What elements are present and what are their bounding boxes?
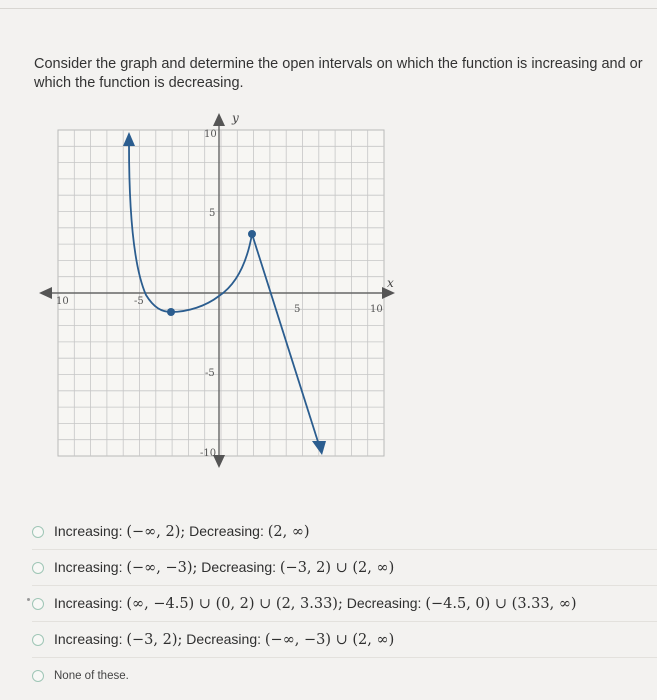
radio-option-2[interactable]: [32, 562, 44, 574]
option-2-dec-value: (−3, 2) ∪ (2, ∞): [279, 560, 395, 576]
function-graph: [38, 110, 398, 470]
y-tick-neg-5: -5: [205, 368, 215, 379]
y-axis-label: y: [232, 111, 239, 125]
option-4-dec-label: Decreasing:: [186, 631, 261, 647]
y-tick-5: 5: [209, 208, 216, 219]
x-axis-left-arrow-icon: [39, 287, 52, 299]
x-tick-5: 5: [294, 304, 301, 315]
option-3-inc-value: (∞, −4.5) ∪ (0, 2) ∪ (2, 3.33);: [126, 596, 343, 612]
x-axis-label: x: [387, 276, 394, 290]
option-3-dec-value: (−4.5, 0) ∪ (3.33, ∞): [425, 596, 577, 612]
option-1-inc-label: Increasing:: [54, 523, 123, 539]
top-divider: [0, 8, 657, 9]
option-2-inc-value: (−∞, −3);: [126, 560, 198, 576]
x-tick-10: 10: [370, 304, 383, 315]
option-4-inc-label: Increasing:: [54, 631, 123, 647]
option-5-label: None of these.: [54, 669, 129, 682]
option-2-inc-label: Increasing:: [54, 559, 123, 575]
option-1-dec-value: (2, ∞): [267, 524, 310, 540]
question-text: [34, 55, 654, 93]
option-1[interactable]: [32, 514, 657, 550]
x-tick-neg-5: -5: [134, 296, 144, 307]
question-line-2: which the function is decreasing.: [34, 75, 244, 91]
local-max-point: [248, 230, 256, 238]
graph-svg: [38, 110, 398, 470]
option-3-inc-label: Increasing:: [54, 595, 123, 611]
option-1-inc-value: (−∞, 2);: [126, 524, 186, 540]
radio-option-4[interactable]: [32, 634, 44, 646]
x-tick-neg-10: 10: [56, 296, 69, 307]
option-5[interactable]: [32, 658, 657, 693]
y-tick-10: 10: [204, 129, 217, 140]
option-3-dot-marker: [27, 598, 30, 601]
radio-option-5[interactable]: [32, 670, 44, 682]
y-tick-neg-10: -10: [200, 448, 217, 459]
radio-option-1[interactable]: [32, 526, 44, 538]
option-3[interactable]: [32, 586, 657, 622]
option-1-dec-label: Decreasing:: [189, 523, 264, 539]
question-line-1: Consider the graph and determine the open intervals on which the function is increasing and or: [34, 56, 643, 72]
answer-options: [32, 514, 657, 693]
option-2[interactable]: [32, 550, 657, 586]
local-min-point: [167, 308, 175, 316]
option-4-dec-value: (−∞, −3) ∪ (2, ∞): [264, 632, 395, 648]
option-3-dec-label: Decreasing:: [346, 595, 422, 611]
y-axis-up-arrow-icon: [213, 113, 225, 126]
option-2-dec-label: Decreasing:: [201, 559, 276, 575]
option-4[interactable]: [32, 622, 657, 658]
radio-option-3[interactable]: [32, 598, 44, 610]
option-4-inc-value: (−3, 2);: [126, 632, 183, 648]
